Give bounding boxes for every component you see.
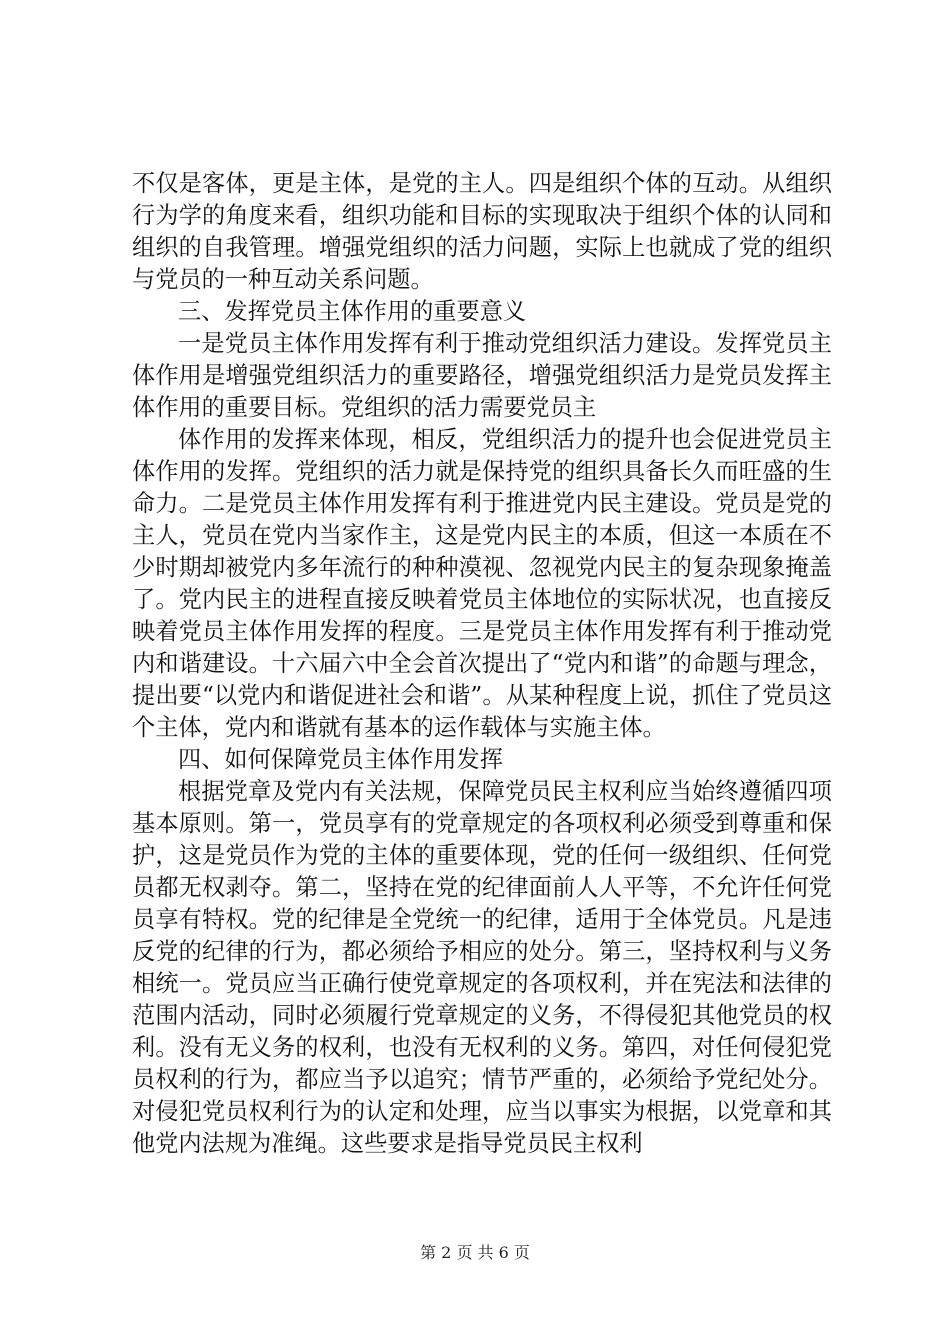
body-paragraph: 根据党章及党内有关法规，保障党员民主权利应当始终遵循四项基本原则。第一，党员享有的党章规定的各项权利必须受到尊重和保护，这是党员作为党的主体的重要体现，党的任何一级组织、任何党员都无权剥夺。第二，坚持在党的纪律面前人人平等，不允许任何党员享有特权。党的纪律是全党统一的纪律，适用于全体党员。凡是违反党的纪律的行为，都必须给予相应的处分。第三，坚持权利与义务相统一。党员应当正确行使党章规定的各项权利，并在宪法和法律的范围内活动，同时必须履行党章规定的义务，不得侵犯其他党员的权利。没有无义务的权利，也没有无权利的义务。第四，对任何侵犯党员权利的行为，都应当予以追究；情节严重的，必须给予党纪处分。对侵犯党员权利行为的认定和处理，应当以事实为根据，以党章和其他党内法规为准绳。这些要求是指导党员民主权利 bbox=[132, 778, 832, 1157]
body-paragraph: 体作用的发挥来体现，相反，党组织活力的提升也会促进党员主体作用的发挥。党组织的活力就是保持党的组织具备长久而旺盛的生命力。二是党员主体作用发挥有利于推进党内民主建设。党员是党的主人，党员在党内当家作主，这是党内民主的本质，但这一本质在不少时期却被党内多年流行的种种漠视、忽视党内民主的复杂现象掩盖了。党内民主的进程直接反映着党员主体地位的实际状况，也直接反映着党员主体作用发挥的程度。三是党员主体作用发挥有利于推动党内和谐建设。十六届六中全会首次提出了“党内和谐”的命题与理念，提出要“以党内和谐促进社会和谐”。从某种程度上说，抓住了党员这个主体，党内和谐就有基本的运作载体与实施主体。 bbox=[132, 426, 832, 741]
section-heading-four: 四、如何保障党员主体作用发挥 bbox=[178, 746, 503, 773]
document-body bbox=[132, 168, 832, 1160]
page-number-footer: 第 2 页 共 6 页 bbox=[420, 1243, 530, 1262]
body-paragraph: 一是党员主体作用发挥有利于推动党组织活力建设。发挥党员主体作用是增强党组织活力的重要路径，增强党组织活力是党员发挥主体作用的重要目标。党组织的活力需要党员主 bbox=[132, 330, 832, 421]
section-heading-three: 三、发挥党员主体作用的重要意义 bbox=[178, 298, 527, 325]
body-paragraph: 不仅是客体，更是主体，是党的主人。四是组织个体的互动。从组织行为学的角度来看，组织功能和目标的实现取决于组织个体的认同和组织的自我管理。增强党组织的活力问题，实际上也就成了党的组织与党员的一种互动关系问题。 bbox=[132, 170, 832, 293]
